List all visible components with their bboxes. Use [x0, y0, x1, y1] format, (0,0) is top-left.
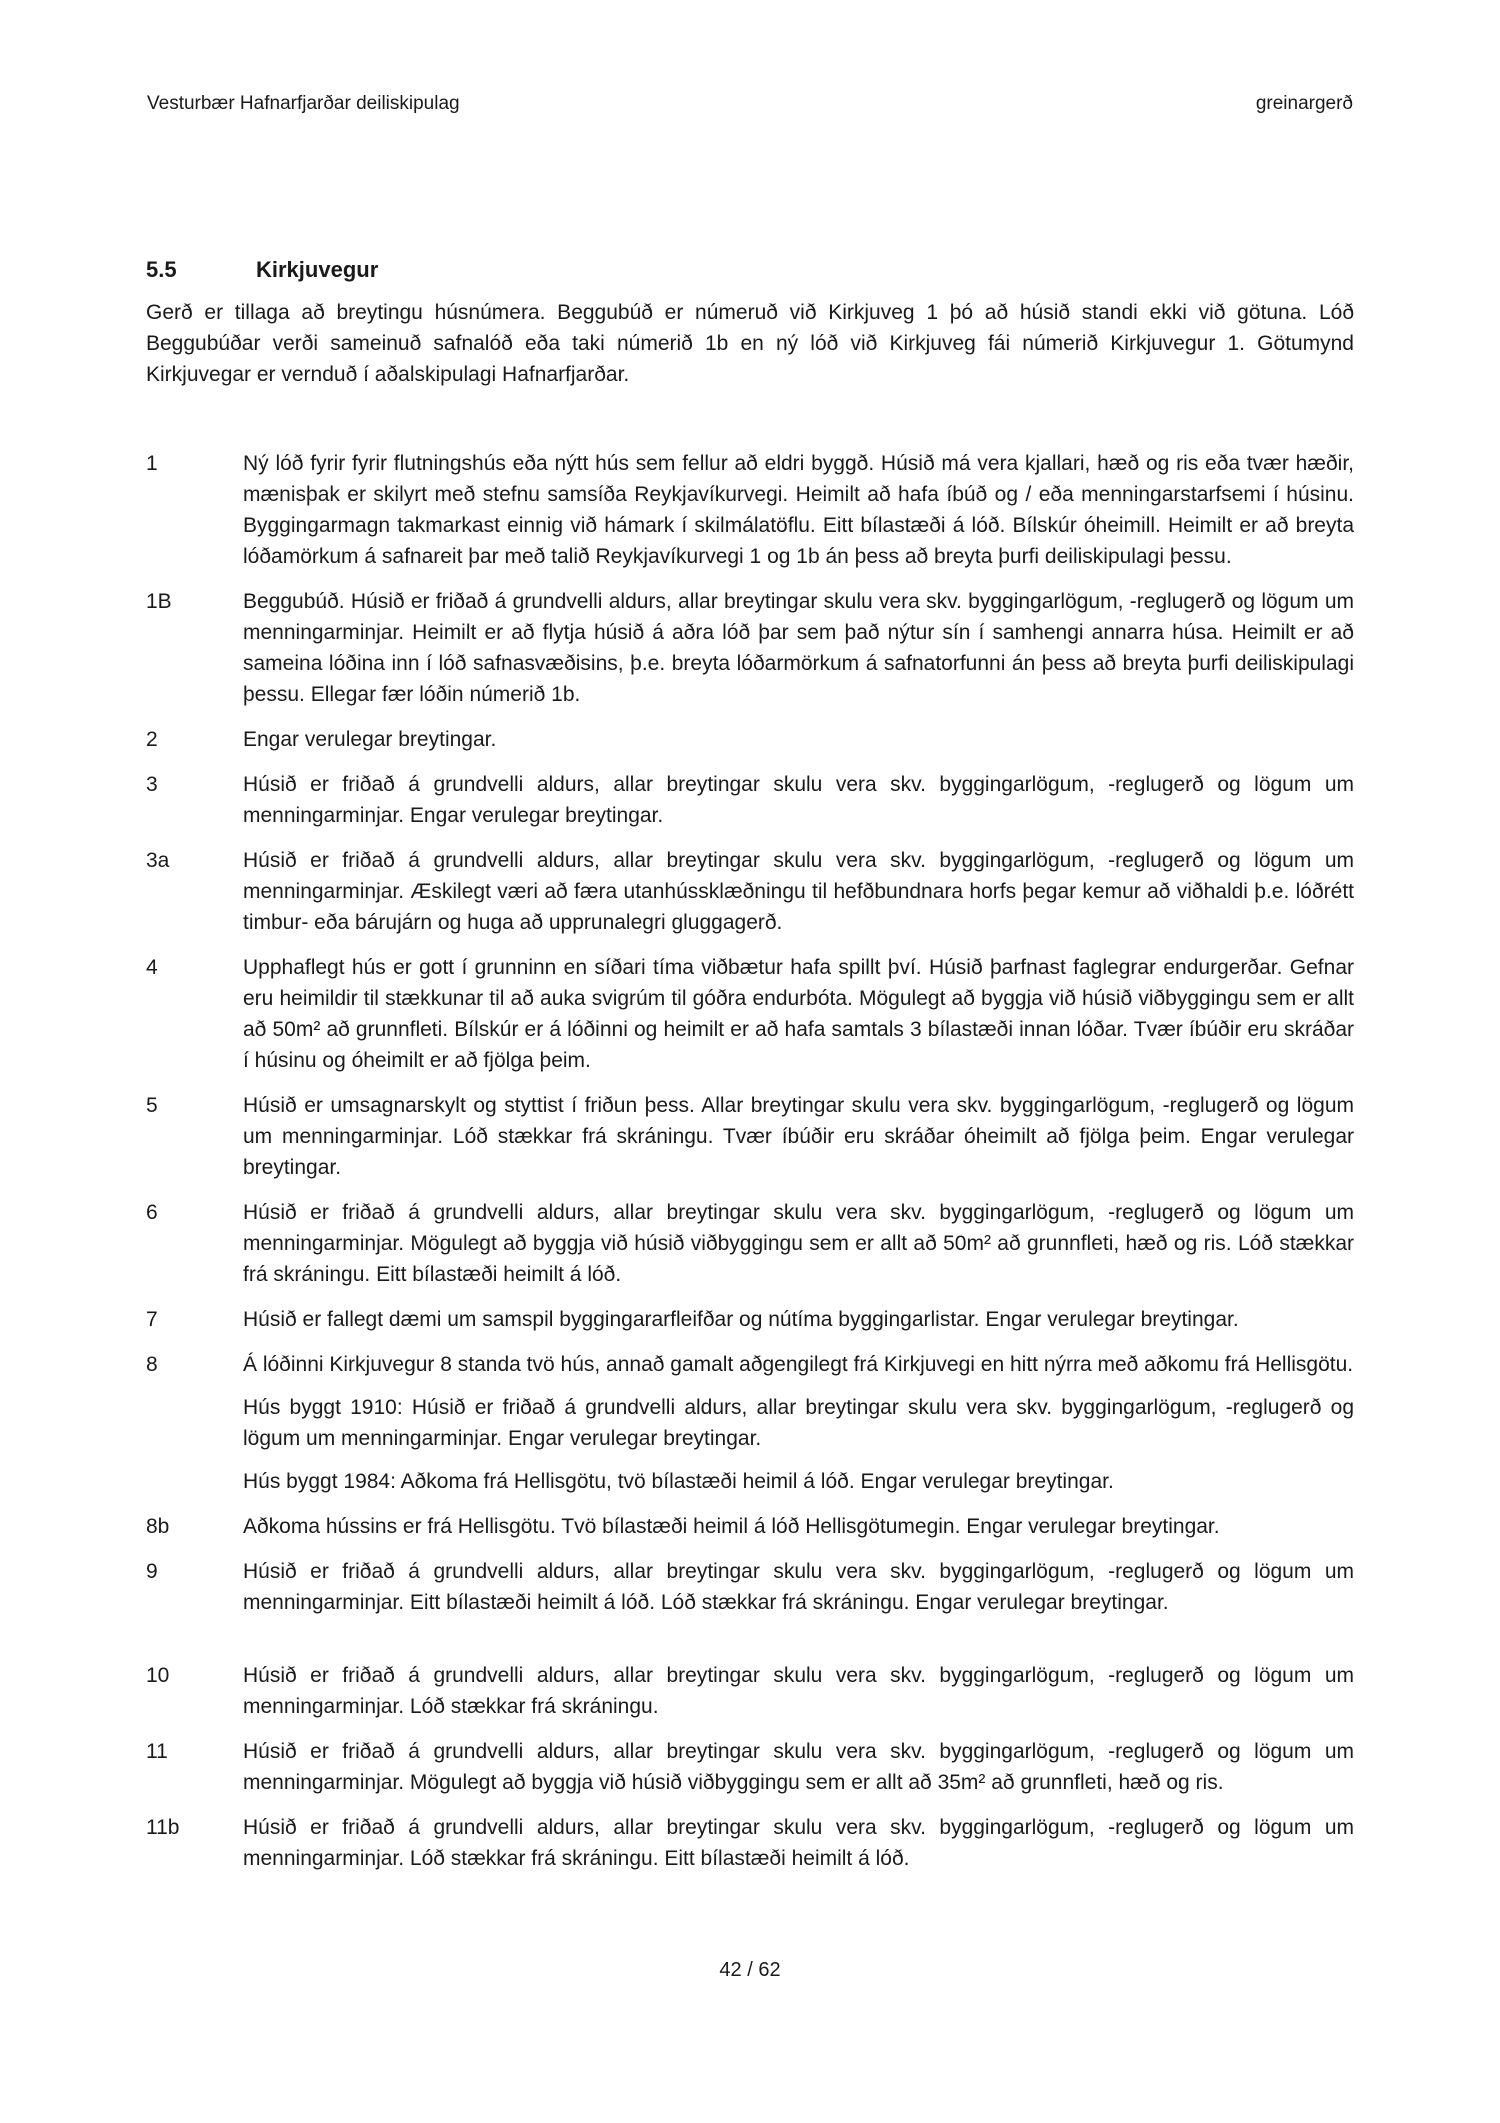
item-text: Húsið er friðað á grundvelli aldurs, allar breytingar skulu vera skv. byggingarlögum, -reglugerð og lögum um menningarminjar. Eitt bílastæði heimilt á lóð. Lóð stækkar frá skráningu. Engar verulegar breytingar. [243, 1560, 1354, 1614]
item-text: Upphaflegt hús er gott í grunninn en síðari tíma viðbætur hafa spillt því. Húsið þarfnast faglegrar endurgerðar. Gefnar eru heimildir til stækkunar til að auka svigrúm til góðra endurbóta. Mögulegt að byggja við húsið viðbyggingu sem er allt að 50m² að grunnfleti. Bílskúr er á lóðinni og heimilt er að hafa samtals 3 bílastæði innan lóðar. Tvær íbúðir eru skráðar í húsinu og óheimilt er að fjölga þeim. [243, 956, 1354, 1072]
item-number: 3a [146, 849, 170, 872]
list-item-4 [146, 952, 1354, 1076]
list-item-3a [146, 845, 1354, 938]
item-text: Á lóðinni Kirkjuvegur 8 standa tvö hús, annað gamalt aðgengilegt frá Kirkjuvegi en hitt nýrra með aðkomu frá Hellisgötu. [243, 1353, 1354, 1376]
list-item-5 [146, 1090, 1354, 1183]
item-subparagraph: Hús byggt 1910: Húsið er friðað á grundvelli aldurs, allar breytingar skulu vera skv. byggingarlögum, -reglugerð og lögum um menningarminjar. Engar verulegar breytingar. [243, 1396, 1354, 1450]
item-text: Aðkoma hússins er frá Hellisgötu. Tvö bílastæði heimil á lóð Hellisgötumegin. Engar verulegar breytingar. [243, 1515, 1220, 1538]
list-item-6 [146, 1197, 1354, 1290]
item-text: Beggubúð. Húsið er friðað á grundvelli aldurs, allar breytingar skulu vera skv. byggingarlögum, -reglugerð og lögum um menningarminjar. Heimilt er að flytja húsið á aðra lóð þar sem það nýtur sín í samhengi annarra húsa. Heimilt er að sameina lóðina inn í lóð safnasvæðisins, þ.e. breyta lóðarmörkum á safnatorfunni án þess að breyta þurfi deiliskipulagi þessu. Ellegar fær lóðin númerið 1b. [243, 590, 1354, 706]
item-subparagraph: Hús byggt 1984: Aðkoma frá Hellisgötu, tvö bílastæði heimil á lóð. Engar verulegar breytingar. [243, 1470, 1114, 1493]
list-item-8 [146, 1349, 1354, 1497]
item-number: 5 [146, 1094, 158, 1117]
item-text: Húsið er friðað á grundvelli aldurs, allar breytingar skulu vera skv. byggingarlögum, -reglugerð og lögum um menningarminjar. Lóð stækkar frá skráningu. [243, 1664, 1354, 1718]
item-list [146, 448, 1354, 1874]
item-number: 7 [146, 1308, 158, 1331]
page-footer [0, 1958, 1500, 1982]
item-body [243, 1349, 1354, 1497]
list-item-1B [146, 586, 1354, 710]
item-text: Húsið er friðað á grundvelli aldurs, allar breytingar skulu vera skv. byggingarlögum, -reglugerð og lögum um menningarminjar. Mögulegt að byggja við húsið viðbyggingu sem er allt að 50m² að grunnfleti, hæð og ris. Lóð stækkar frá skráningu. Eitt bílastæði heimilt á lóð. [243, 1201, 1354, 1286]
list-item-11 [146, 1736, 1354, 1798]
list-item-2 [146, 724, 1354, 755]
item-number: 1 [146, 452, 158, 475]
section-heading [146, 254, 1354, 285]
list-item-10 [146, 1660, 1354, 1722]
item-number: 11b [146, 1816, 180, 1839]
item-number: 1B [146, 590, 172, 613]
item-body [243, 1304, 1354, 1335]
item-number: 10 [146, 1664, 170, 1687]
item-body [243, 1812, 1354, 1874]
item-body [243, 1197, 1354, 1290]
section-intro-paragraph: Gerð er tillaga að breytingu húsnúmera. Beggubúð er númeruð við Kirkjuveg 1 þó að húsið standi ekki við götuna. Lóð Beggubúðar verði sameinuð safnalóð eða taki númerið 1b en ný lóð við Kirkjuveg fái númerið Kirkjuvegur 1. Götumynd Kirkjuvegar er vernduð í aðalskipulagi Hafnarfjarðar. [146, 301, 1354, 386]
item-body [243, 1556, 1354, 1618]
item-text: Engar verulegar breytingar. [243, 728, 497, 751]
item-body [243, 1090, 1354, 1183]
document-content [146, 254, 1354, 1888]
section-number: 5.5 [146, 257, 177, 282]
header-section-label: greinargerð [1255, 93, 1353, 114]
item-text: Ný lóð fyrir fyrir flutningshús eða nýtt hús sem fellur að eldri byggð. Húsið má vera kjallari, hæð og ris eða tvær hæðir, mænisþak er skilyrt með stefnu samsíða Reykjavíkurvegi. Heimilt að hafa íbúð og / eða menningarstarfsemi í húsinu. Byggingarmagn takmarkast einnig við hámark í skilmálatöflu. Eitt bílastæði á lóð. Bílskúr óheimill. Heimilt er að breyta lóðamörkum á safnareit þar með talið Reykjavíkurvegi 1 og 1b án þess að breyta þurfi deiliskipulagi þessu. [243, 452, 1354, 568]
item-number: 9 [146, 1560, 158, 1583]
item-body [243, 1511, 1354, 1542]
list-item-8b [146, 1511, 1354, 1542]
list-item-3 [146, 769, 1354, 831]
section-title: Kirkjuvegur [256, 257, 379, 282]
item-body [243, 448, 1354, 572]
item-text: Húsið er friðað á grundvelli aldurs, allar breytingar skulu vera skv. byggingarlögum, -reglugerð og lögum um menningarminjar. Mögulegt að byggja við húsið viðbyggingu sem er allt að 35m² að grunnfleti, hæð og ris. [243, 1740, 1354, 1794]
item-body [243, 769, 1354, 831]
item-number: 6 [146, 1201, 158, 1224]
item-body [243, 952, 1354, 1076]
item-text: Húsið er friðað á grundvelli aldurs, allar breytingar skulu vera skv. byggingarlögum, -reglugerð og lögum um menningarminjar. Æskilegt væri að færa utanhússklæðningu til hefðbundnara horfs þegar kemur að viðhaldi þ.e. lóðrétt timbur- eða bárujárn og huga að upprunalegri gluggagerð. [243, 849, 1354, 934]
item-body [243, 1660, 1354, 1722]
item-body [243, 1736, 1354, 1798]
item-number: 4 [146, 956, 158, 979]
page-number: 42 / 62 [719, 1959, 781, 1981]
item-text: Húsið er friðað á grundvelli aldurs, allar breytingar skulu vera skv. byggingarlögum, -reglugerð og lögum um menningarminjar. Engar verulegar breytingar. [243, 773, 1354, 827]
item-number: 3 [146, 773, 158, 796]
item-body [243, 586, 1354, 710]
item-text: Húsið er friðað á grundvelli aldurs, allar breytingar skulu vera skv. byggingarlögum, -reglugerð og lögum um menningarminjar. Lóð stækkar frá skráningu. Eitt bílastæði heimilt á lóð. [243, 1816, 1354, 1870]
item-body [243, 845, 1354, 938]
item-body [243, 724, 1354, 755]
list-item-9 [146, 1556, 1354, 1618]
page-header [147, 93, 1353, 115]
item-text: Húsið er fallegt dæmi um samspil byggingararfleifðar og nútíma byggingarlistar. Engar verulegar breytingar. [243, 1308, 1239, 1331]
item-text: Húsið er umsagnarskylt og styttist í friðun þess. Allar breytingar skulu vera skv. byggingarlögum, -reglugerð og lögum um menningarminjar. Lóð stækkar frá skráningu. Tvær íbúðir eru skráðar óheimilt að fjölga þeim. Engar verulegar breytingar. [243, 1094, 1354, 1179]
item-number: 8b [146, 1515, 170, 1538]
list-item-1 [146, 448, 1354, 572]
list-item-11b [146, 1812, 1354, 1874]
item-number: 8 [146, 1353, 158, 1376]
header-document-title: Vesturbær Hafnarfjarðar deiliskipulag [147, 93, 460, 114]
list-item-7 [146, 1304, 1354, 1335]
item-number: 2 [146, 728, 158, 751]
item-number: 11 [146, 1740, 168, 1763]
